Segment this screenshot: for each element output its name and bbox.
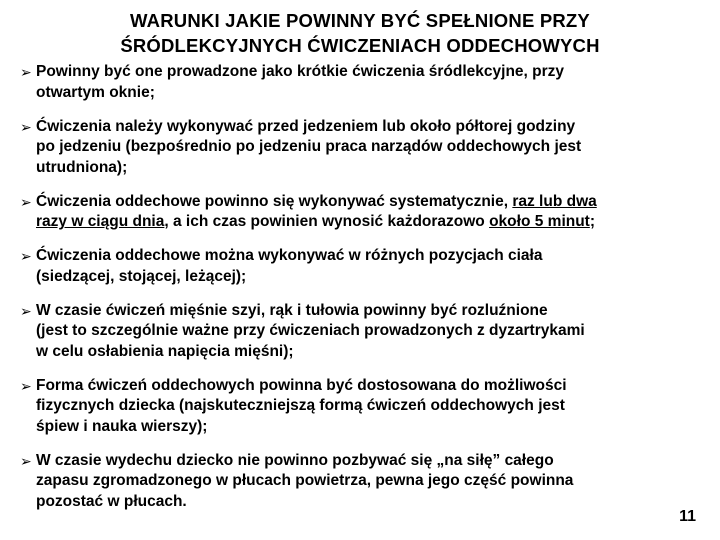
arrowhead-bullet-icon: ➢ [20, 302, 32, 319]
bullet-text-segment: ; [589, 213, 596, 230]
bullet-item-6 [20, 376, 700, 438]
arrowhead-bullet-icon: ➢ [20, 248, 32, 264]
bullet-text-segment: , a ich czas powinien wynosić każdorazowo [164, 213, 490, 230]
bullet-text-line: w celu osłabienia napięcia mięśni); [36, 342, 294, 360]
underlined-text: około 5 minut [489, 213, 590, 230]
bullet-text-line: fizycznych dziecka (najskuteczniejszą formą ćwiczeń oddechowych jest [36, 397, 565, 414]
bullet-text-line: W czasie wydechu dziecko nie powinno pozbywać się „na siłę” całego [36, 451, 554, 469]
bullet-text-line: Ćwiczenia oddechowe można wykonywać w różnych pozycjach ciała [36, 247, 543, 264]
bullet-text-line: (siedzącej, stojącej, leżącej); [36, 267, 247, 285]
bullet-item-1 [20, 62, 700, 103]
underlined-text: raz lub dwa [512, 192, 597, 210]
bullet-text-line: zapasu zgromadzonego w płucach powietrza, pewna jego część powinna [36, 472, 574, 489]
bullet-item-7 [20, 451, 700, 513]
bullet-text-segment: Ćwiczenia oddechowe powinno się wykonywać systematycznie, [36, 192, 513, 210]
bullet-text-line: otwartym oknie; [36, 83, 155, 101]
slide-title-line-1: WARUNKI JAKIE POWINNY BYĆ SPEŁNIONE PRZY [130, 10, 590, 31]
bullet-text-line [36, 192, 700, 213]
bullet-text-line: pozostać w płucach. [36, 492, 187, 510]
page-number: 11 [679, 508, 696, 525]
arrowhead-bullet-icon: ➢ [20, 452, 32, 469]
arrowhead-bullet-icon: ➢ [20, 118, 32, 135]
bullet-item-2 [20, 117, 700, 179]
slide-title-line-2: ŚRÓDLEKCYJNYCH ĆWICZENIACH ODDECHOWYCH [120, 35, 600, 56]
bullet-text-line: Forma ćwiczeń oddechowych powinna być dostosowana do możliwości [36, 376, 567, 394]
bullet-text-line [36, 212, 700, 233]
bullet-list [20, 62, 700, 512]
bullet-item-4 [20, 246, 700, 287]
bullet-text-line: Powinny być one prowadzone jako krótkie ćwiczenia śródlekcyjne, przy [36, 63, 565, 80]
bullet-text-line: W czasie ćwiczeń mięśnie szyi, rąk i tułowia powinny być rozluźnione [36, 301, 548, 319]
slide-title [20, 8, 700, 58]
bullet-text-line: po jedzeniu (bezpośrednio po jedzeniu praca narządów oddechowych jest [36, 138, 582, 155]
bullet-item-3 [20, 192, 700, 233]
bullet-text-line: utrudniona); [36, 158, 128, 176]
underlined-text: razy w ciągu dnia [36, 213, 165, 230]
arrowhead-bullet-icon: ➢ [20, 193, 32, 210]
arrowhead-bullet-icon: ➢ [20, 64, 32, 80]
bullet-text-line: śpiew i nauka wierszy); [36, 417, 208, 435]
arrowhead-bullet-icon: ➢ [20, 377, 32, 394]
bullet-text-line: (jest to szczególnie ważne przy ćwiczeniach prowadzonych z dyzartrykami [36, 322, 585, 339]
bullet-item-5 [20, 301, 700, 363]
bullet-text-line: Ćwiczenia należy wykonywać przed jedzeniem lub około półtorej godziny [36, 117, 576, 135]
